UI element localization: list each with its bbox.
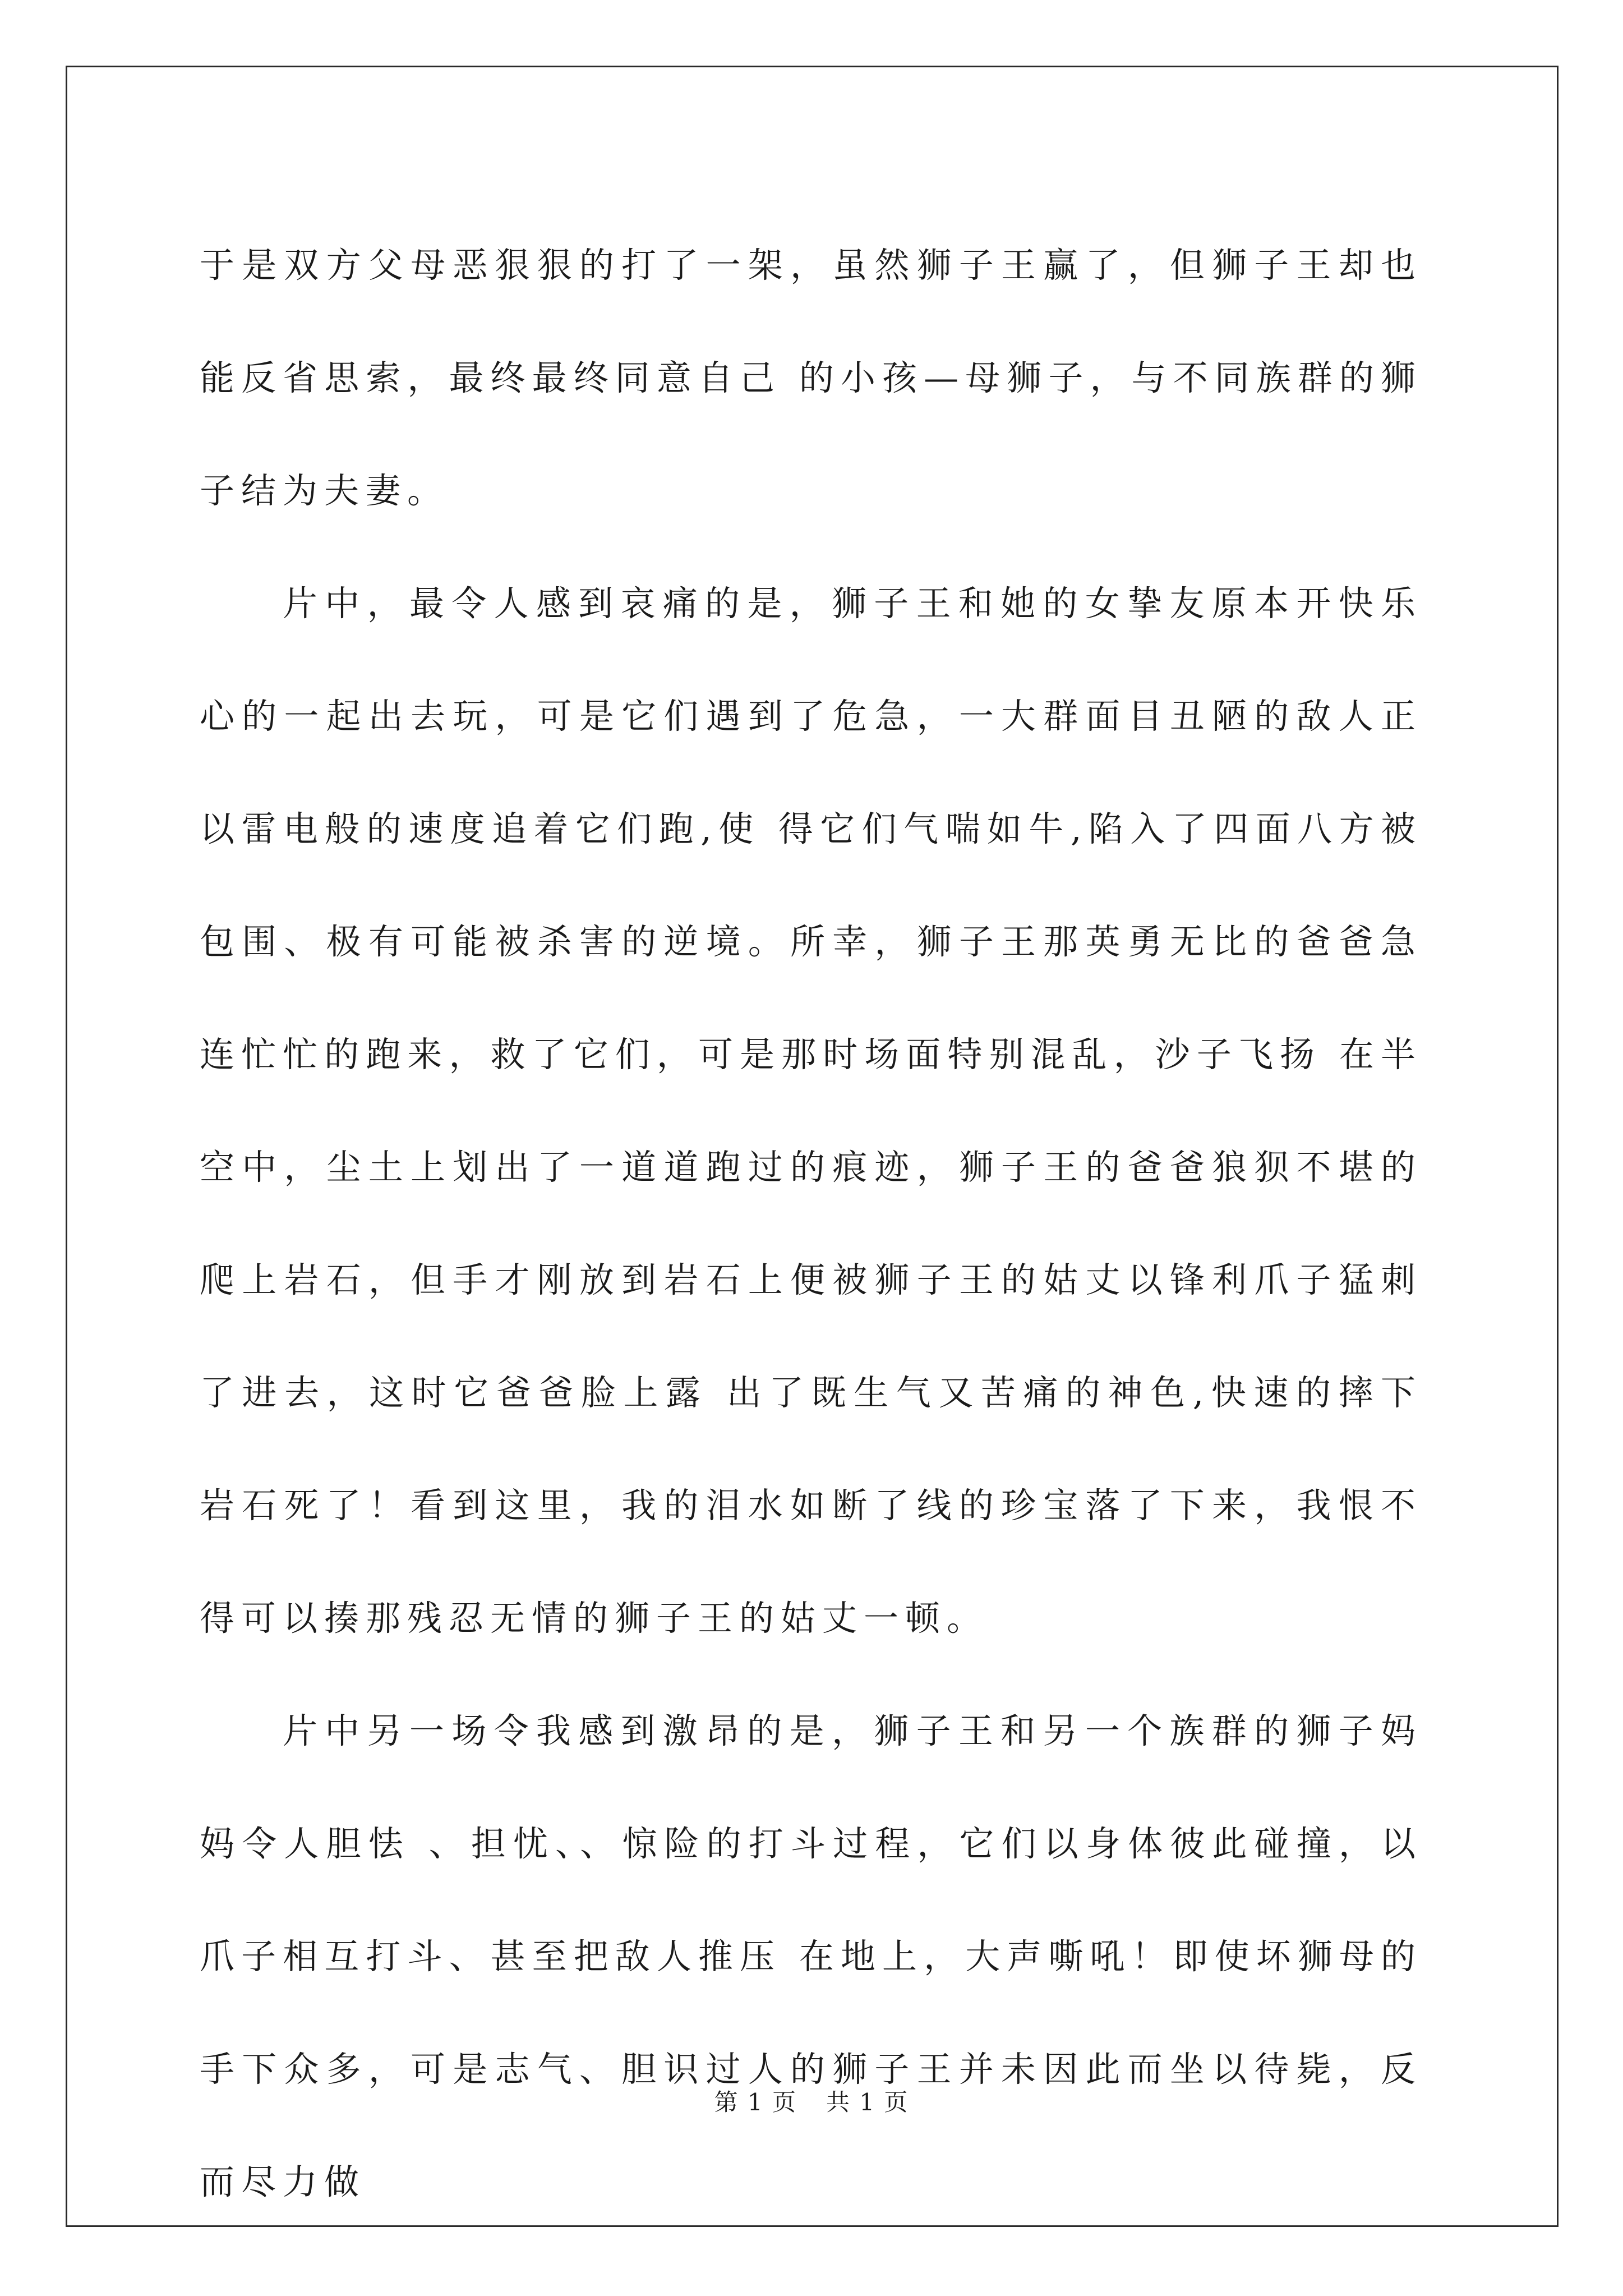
paragraph-2: 片中，最令人感到哀痛的是，狮子王和她的女挚友原本开快乐心的一起出去玩，可是它们遇到了危急，一大群面目丑陋的敌人正以雷电般的速度追着它们跑,使 得它们气喘如牛,陷入了四面八方被包围、极有可能被杀害的逆境。所幸，狮子王那英勇无比的爸爸急连忙忙的跑来，救了它们，可是那时场面特别混乱，沙子飞扬 在半空中，尘土上划出了一道道跑过的痕迹，狮子王的爸爸狼狈不堪的爬上岩石，但手才刚放到岩石上便被狮子王的姑丈以锋利爪子猛刺了进去，这时它爸爸脸上露 出了既生气又苦痛的神色,快速的摔下岩石死了！看到这里，我的泪水如断了线的珍宝落了下来，我恨不得可以揍那残忍无情的狮子王的姑丈一顿。 xyxy=(200,583,1422,1639)
document-body xyxy=(200,209,1422,2238)
page-total: 共 1 页 xyxy=(826,2088,909,2116)
page-number: 第 1 页 xyxy=(714,2088,797,2116)
paragraph-3: 片中另一场令我感到激昂的是，狮子王和另一个族群的狮子妈妈令人胆怯 、担忧、、惊险的打斗过程，它们以身体彼此碰撞，以爪子相互打斗、甚至把敌人推压 在地上，大声嘶吼！即使坏狮母的手下众多，可是志气、胆识过人的狮子王并未因此而坐以待毙，反而尽力做 xyxy=(200,1710,1422,2202)
page-footer xyxy=(0,2086,1623,2119)
paragraph-1: 于是双方父母恶狠狠的打了一架，虽然狮子王赢了，但狮子王却也能反省思索，最终最终同意自己 的小孩—母狮子，与不同族群的狮子结为夫妻。 xyxy=(200,245,1422,511)
